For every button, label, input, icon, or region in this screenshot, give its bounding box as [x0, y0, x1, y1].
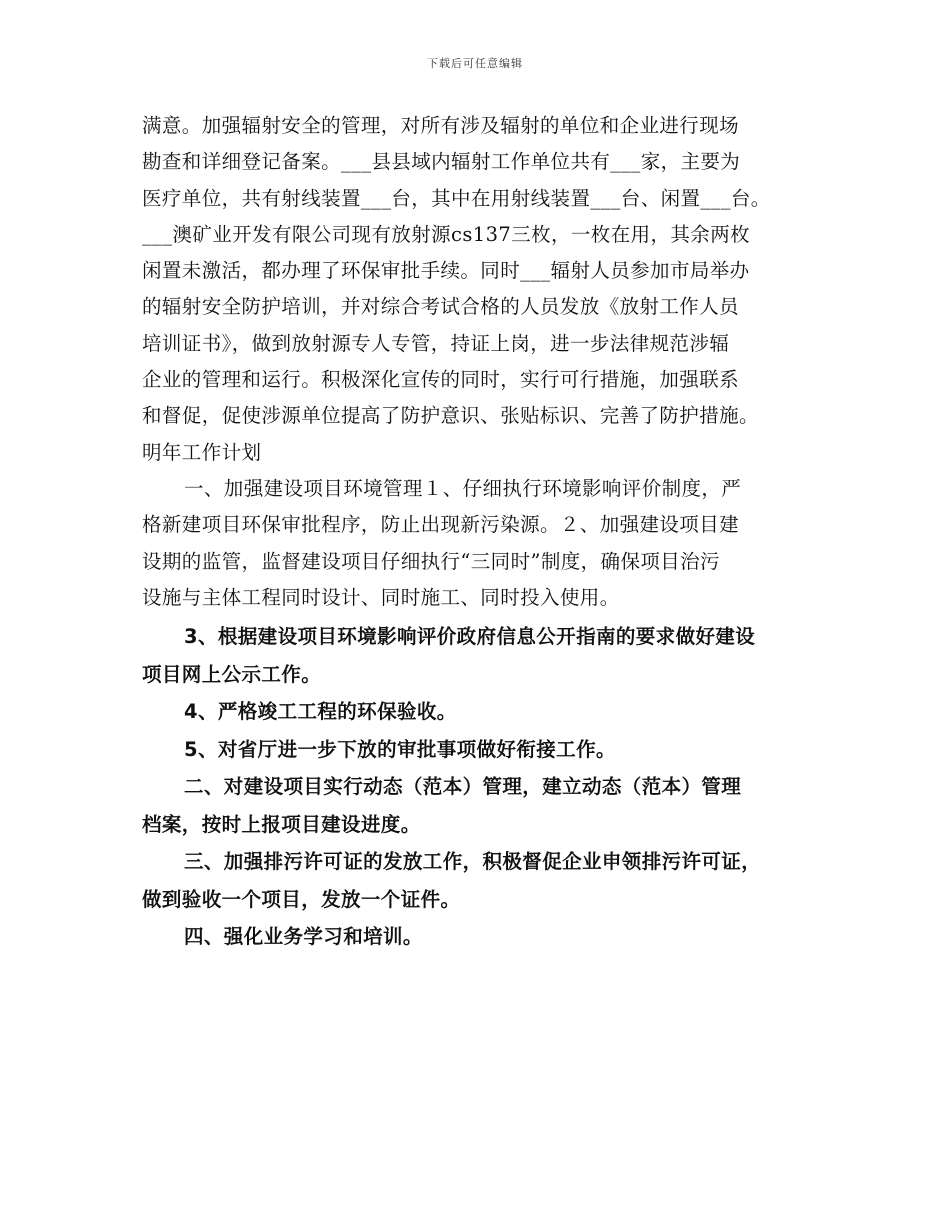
text-line: 企业的管理和运行。积极深化宣传的同时，实行可行措施，加强联系	[142, 368, 740, 392]
page-header: 下载后可任意编辑	[427, 57, 523, 70]
text-line: 的辐射安全防护培训，并对综合考试合格的人员发放《放射工作人员	[142, 295, 740, 319]
text-line: 二、对建设项目实行动态（范本）管理，建立动态（范本）管理	[184, 775, 742, 799]
text-line: 做到验收一个项目，发放一个证件。	[142, 887, 461, 911]
text-line: 和督促，促使涉源单位提高了防护意识、张贴标识、完善了防护措施。	[142, 404, 759, 428]
section-3-discharge-permit	[142, 843, 822, 918]
section-2-dynamic-management	[142, 768, 822, 843]
item-3-public-disclosure	[142, 618, 822, 693]
text-line: 设施与主体工程同时设计、同时施工、同时投入使用。	[142, 585, 620, 609]
text-line: 档案，按时上报项目建设进度。	[142, 812, 421, 836]
text-line: 医疗单位，共有射线装置___台，其中在用射线装置___台、闲置___台。	[142, 186, 771, 210]
item-5-approval-handover: 5、对省厅进一步下放的审批事项做好衔接工作。	[184, 737, 616, 761]
text-line: 一、加强建设项目环境管理１、仔细执行环境影响评价制度，严	[184, 476, 742, 500]
text-line: 培训证书》，做到放射源专人专管，持证上岗，进一步法律规范涉辐	[142, 331, 730, 355]
text-line: ___澳矿业开发有限公司现有放射源cs137三枚，一枚在用，其余两枚	[142, 222, 750, 246]
text-line: 勘查和详细登记备案。___县县域内辐射工作单位共有___家，主要为	[142, 150, 741, 174]
section-4-training: 四、强化业务学习和培训。	[184, 925, 423, 949]
section-heading-next-year-plan: 明年工作计划	[142, 440, 262, 464]
text-line: 项目网上公示工作。	[142, 662, 322, 686]
paragraph-project-management	[142, 471, 822, 616]
paragraph-radiation-safety	[142, 108, 822, 471]
item-4-acceptance: 4、严格竣工工程的环保验收。	[184, 700, 457, 724]
document-body	[142, 108, 822, 956]
text-line: 三、加强排污许可证的发放工作，积极督促企业申领排污许可证，	[184, 850, 762, 874]
text-line: 设期的监管，监督建设项目仔细执行“三同时”制度，确保项目治污	[142, 549, 720, 573]
text-line: 格新建项目环保审批程序，防止出现新污染源。２、加强建设项目建	[142, 513, 740, 537]
text-line: 3、根据建设项目环境影响评价政府信息公开指南的要求做好建设	[184, 625, 756, 649]
text-line: 满意。加强辐射安全的管理，对所有涉及辐射的单位和企业进行现场	[142, 114, 740, 137]
text-line: 闲置未激活，都办理了环保审批手续。同时___辐射人员参加市局举办	[142, 259, 750, 283]
